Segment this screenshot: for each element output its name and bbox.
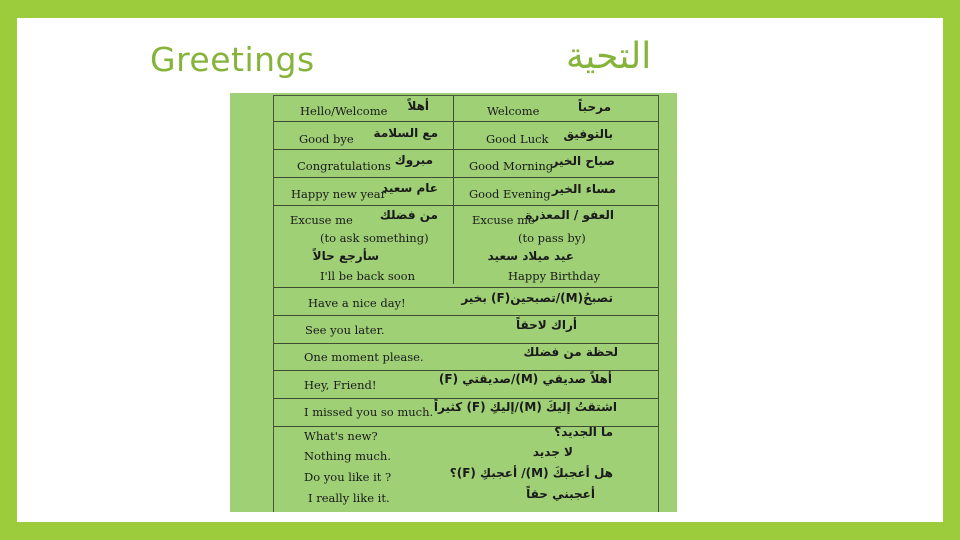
phrase-en: Nothing much. (304, 449, 391, 463)
row-divider (274, 177, 658, 178)
phrase-ar: أهلاً (407, 99, 429, 113)
phrase-en: Excuse me (290, 213, 353, 227)
phrase-en: I missed you so much. (304, 405, 434, 419)
phrase-en: Have a nice day! (308, 296, 406, 310)
phrase-ar: أعجبني حقاً (526, 487, 595, 501)
phrase-en: One moment please. (304, 350, 424, 364)
phrase-ar: العفو / المعذرة (525, 208, 614, 222)
row-divider (274, 370, 658, 371)
phrase-en: Hello/Welcome (300, 104, 388, 118)
phrase-table (273, 95, 659, 512)
row-divider (274, 149, 658, 150)
phrase-ar: مبروك (394, 153, 433, 167)
row-divider (274, 343, 658, 344)
row-divider (274, 287, 658, 288)
phrase-en: Hey, Friend! (304, 378, 377, 392)
phrase-ar: لا جديد (532, 445, 573, 459)
phrase-ar: هل أعجبكَ (M)/ أعجبكِ (F)؟ (449, 466, 613, 480)
row-divider (274, 205, 658, 206)
phrase-ar: ما الجديد؟ (554, 425, 613, 439)
phrase-en: Do you like it ? (304, 470, 392, 484)
phrase-en: Good Morning (469, 159, 554, 173)
phrase-ar: مرحباً (578, 100, 611, 114)
phrase-en: I really like it. (308, 491, 390, 505)
column-divider (453, 96, 454, 284)
phrase-en: I'll be back soon (320, 269, 415, 283)
phrase-ar: سأرجع حالاً (312, 249, 379, 263)
phrase-note: (to pass by) (518, 231, 586, 245)
phrase-ar: أهلاً صديقي (M)/صديقتي (F) (438, 372, 612, 386)
phrase-en: See you later. (305, 323, 385, 337)
row-divider (274, 315, 658, 316)
phrase-ar: بالتوفيق (563, 127, 613, 141)
phrase-ar: اشتقتُ إليكَ (M)/إليكِ (F) كثيراً (433, 400, 617, 414)
phrase-en: What's new? (304, 429, 378, 443)
phrase-en: Welcome (487, 104, 540, 118)
phrase-ar: عيد ميلاد سعيد (487, 249, 574, 263)
phrase-en: Good bye (299, 132, 354, 146)
phrase-en: Happy new year (291, 187, 387, 201)
row-divider (274, 121, 658, 122)
phrase-ar: من فضلك (379, 208, 438, 222)
phrase-ar: لحظة من فضلك (523, 345, 618, 359)
phrase-en: Happy Birthday (508, 269, 601, 283)
row-divider (274, 398, 658, 399)
phrase-en: Excuse me (472, 213, 535, 227)
phrase-en: Good Luck (486, 132, 549, 146)
phrase-table-image (230, 93, 677, 512)
phrase-en: Good Evening (469, 187, 551, 201)
phrase-note: (to ask something) (320, 231, 429, 245)
phrase-ar: عام سعيد (381, 181, 438, 195)
phrase-ar: صباح الخير (551, 154, 615, 168)
phrase-en: Congratulations (297, 159, 391, 173)
page-title: Greetings (150, 40, 315, 79)
page-title-arabic: التحية (566, 36, 652, 77)
phrase-ar: أراك لاحقاً (515, 318, 577, 332)
phrase-ar: مساء الخير (551, 182, 616, 196)
phrase-ar: تصبحُ(M)/تصبحين(F) بخير (461, 291, 613, 305)
phrase-ar: مع السلامة (373, 126, 438, 140)
